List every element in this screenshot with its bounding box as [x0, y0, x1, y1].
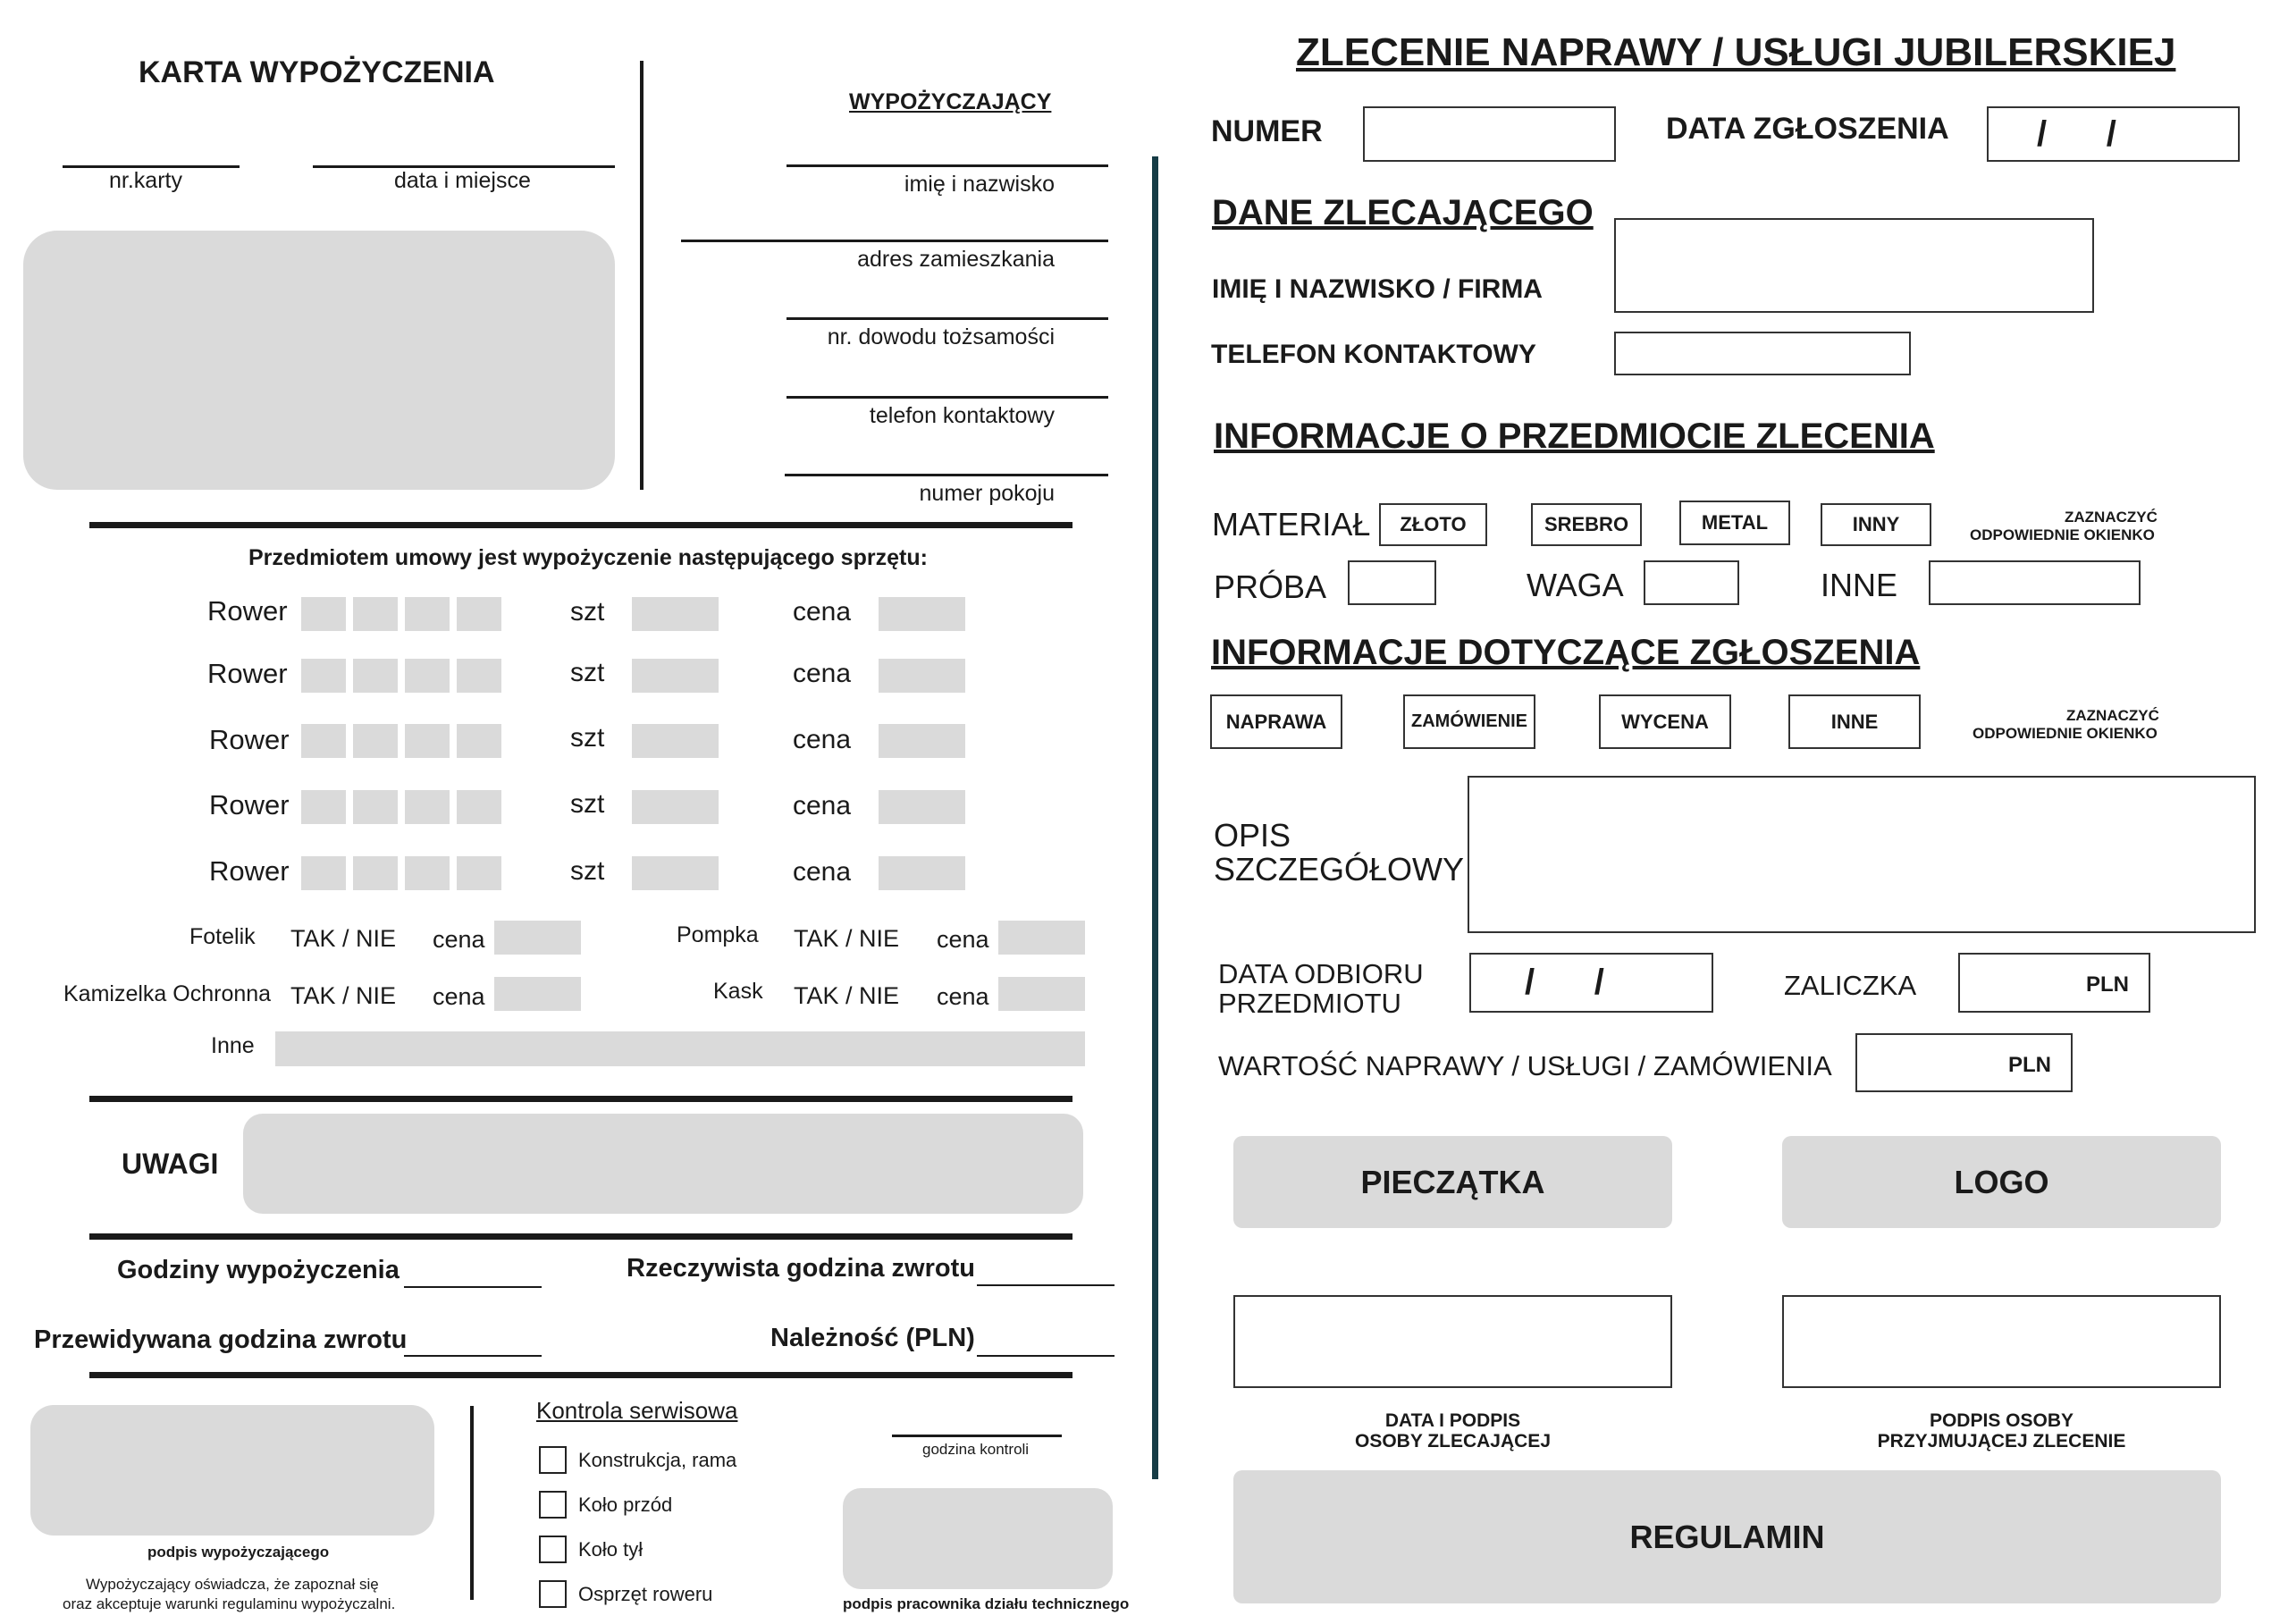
bike-digit-box[interactable] [301, 856, 346, 890]
extra-vest-price-label: cena [433, 983, 485, 1010]
form-divider [1152, 156, 1158, 1479]
service-check-accessories[interactable] [539, 1580, 567, 1608]
hallmark-field[interactable] [1348, 560, 1436, 605]
renter-room-label: numer pokoju [919, 481, 1055, 506]
service-check-rear-wheel[interactable] [539, 1536, 567, 1563]
service-item-front-wheel: Koło przód [578, 1494, 673, 1516]
renter-phone-label: telefon kontaktowy [869, 403, 1055, 428]
description-label-2: SZCZEGÓŁOWY [1214, 851, 1465, 888]
stamp-area: PIECZĄTKA [1233, 1136, 1672, 1228]
bike-label: Rower [209, 855, 290, 887]
rental-hours-line[interactable] [404, 1286, 542, 1288]
extra-seat-price-box[interactable] [494, 921, 581, 955]
item-header: INFORMACJE O PRZEDMIOCIE ZLECENIA [1214, 417, 1935, 456]
extra-vest-price-box[interactable] [494, 977, 581, 1011]
client-phone-label: TELEFON KONTAKTOWY [1211, 340, 1536, 369]
bike-label: Rower [209, 789, 290, 820]
renter-line-5 [785, 474, 1108, 476]
pickup-date-field[interactable] [1469, 953, 1713, 1013]
bike-digit-box[interactable] [301, 659, 346, 693]
section-rule-4 [89, 1372, 1072, 1378]
tech-signature-box[interactable] [843, 1488, 1113, 1589]
extra-seat-label: Fotelik [189, 924, 256, 949]
bike-digit-box[interactable] [353, 856, 398, 890]
qty-box[interactable] [632, 597, 719, 631]
extra-helmet-choice[interactable]: TAK / NIE [794, 982, 900, 1009]
service-item-accessories: Osprzęt roweru [578, 1583, 713, 1605]
extra-pump-price-box[interactable] [998, 921, 1085, 955]
renter-line-4 [786, 396, 1108, 399]
staff-signature-label-2: PRZYJMUJĄCEJ ZLECENIE [1877, 1431, 2126, 1452]
extra-helmet-price-label: cena [937, 983, 989, 1010]
tick-note-1: ZAZNACZYĆ [2065, 509, 2158, 526]
bike-digit-box[interactable] [353, 724, 398, 758]
bike-digit-box[interactable] [405, 597, 450, 631]
tech-signature-label: podpis pracownika działu technicznego [843, 1595, 1130, 1612]
rental-hours-label: Godziny wypożyczenia [117, 1256, 400, 1284]
request-order-option[interactable]: ZAMÓWIENIE [1403, 694, 1535, 749]
other-field[interactable] [275, 1031, 1085, 1066]
material-metal-option[interactable]: METAL [1679, 501, 1790, 545]
client-signature-field[interactable] [1233, 1295, 1672, 1388]
bike-digit-box[interactable] [457, 856, 501, 890]
renter-line-2 [681, 240, 1108, 242]
rules-button[interactable]: REGULAMIN [1233, 1470, 2221, 1603]
request-valuation-option[interactable]: WYCENA [1599, 694, 1731, 749]
report-date-slash: / / [2037, 114, 2116, 154]
renter-header: WYPOŻYCZAJĄCY [849, 89, 1052, 114]
szt-label: szt [570, 597, 605, 627]
extra-helmet-price-box[interactable] [998, 977, 1085, 1011]
other-item-label: INNE [1821, 567, 1898, 603]
extra-seat-choice[interactable]: TAK / NIE [290, 925, 397, 952]
vertical-divider-bottom [470, 1406, 474, 1600]
price-box[interactable] [879, 790, 965, 824]
price-box[interactable] [879, 659, 965, 693]
logo-area: LOGO [1782, 1136, 2221, 1228]
service-item-rear-wheel: Koło tył [578, 1538, 644, 1561]
bike-digit-box[interactable] [353, 790, 398, 824]
bike-digit-box[interactable] [353, 659, 398, 693]
rental-card-title: KARTA WYPOŻYCZENIA [139, 55, 495, 89]
renter-signature-label: podpis wypożyczającego [147, 1544, 330, 1561]
bike-digit-box[interactable] [457, 659, 501, 693]
staff-signature-label-1: PODPIS OSOBY [1929, 1410, 2074, 1431]
service-item-frame: Konstrukcja, rama [578, 1449, 737, 1471]
request-header: INFORMACJE DOTYCZĄCE ZGŁOSZENIA [1211, 633, 1921, 672]
pickup-label-1: DATA ODBIORU [1218, 958, 1424, 989]
bike-digit-box[interactable] [457, 597, 501, 631]
renter-id-label: nr. dowodu tożsamości [827, 324, 1055, 349]
bike-digit-box[interactable] [301, 724, 346, 758]
weight-label: WAGA [1527, 567, 1624, 603]
cena-label: cena [793, 725, 852, 754]
price-box[interactable] [879, 724, 965, 758]
advance-field[interactable] [1958, 953, 2150, 1013]
control-time-line[interactable] [892, 1435, 1062, 1437]
staff-signature-field[interactable] [1782, 1295, 2221, 1388]
renter-line-3 [786, 317, 1108, 320]
client-name-label: IMIĘ I NAZWISKO / FIRMA [1212, 274, 1543, 304]
service-check-frame[interactable] [539, 1446, 567, 1474]
extra-vest-choice[interactable]: TAK / NIE [290, 982, 397, 1009]
szt-label: szt [570, 789, 605, 819]
pickup-date-slash: / / [1525, 963, 1604, 1002]
repair-order-title: ZLECENIE NAPRAWY / USŁUGI JUBILERSKIEJ [1296, 30, 2176, 74]
bike-digit-box[interactable] [353, 597, 398, 631]
other-item-field[interactable] [1929, 560, 2141, 605]
renter-statement-2: oraz akceptuje warunki regulaminu wypożyczalni. [63, 1595, 396, 1612]
extra-seat-price-label: cena [433, 926, 485, 953]
qty-box[interactable] [632, 790, 719, 824]
bike-label: Rower [207, 658, 288, 689]
bike-digit-box[interactable] [301, 790, 346, 824]
client-signature-label-2: OSOBY ZLECAJĄCEJ [1355, 1431, 1551, 1452]
tick-note-request-2: ODPOWIEDNIE OKIENKO [1973, 725, 2158, 742]
tick-note-request-1: ZAZNACZYĆ [2066, 707, 2159, 724]
material-label: MATERIAŁ [1212, 506, 1371, 543]
request-other-option[interactable]: INNE [1788, 694, 1921, 749]
section-rule-1 [89, 522, 1072, 528]
material-silver-option[interactable]: SREBRO [1531, 503, 1642, 546]
bike-digit-box[interactable] [301, 597, 346, 631]
qty-box[interactable] [632, 659, 719, 693]
report-date-label: DATA ZGŁOSZENIA [1666, 112, 1949, 146]
amount-due-label: Należność (PLN) [770, 1324, 975, 1352]
section-rule-3 [89, 1233, 1072, 1240]
hallmark-label: PRÓBA [1214, 568, 1327, 605]
report-date-field[interactable] [1987, 106, 2240, 162]
extra-pump-label: Pompka [677, 922, 759, 947]
expected-return-line[interactable] [404, 1355, 542, 1357]
description-label-1: OPIS [1214, 817, 1291, 854]
expected-return-label: Przewidywana godzina zwrotu [34, 1325, 408, 1354]
advance-label: ZALICZKA [1784, 970, 1917, 1001]
szt-label: szt [570, 658, 605, 687]
bike-digit-box[interactable] [405, 659, 450, 693]
client-phone-field[interactable] [1614, 332, 1911, 375]
renter-statement-1: Wypożyczający oświadcza, że zapoznał się [86, 1576, 379, 1593]
material-other-option[interactable]: INNY [1821, 503, 1931, 546]
extra-pump-price-label: cena [937, 926, 989, 953]
number-field[interactable] [1363, 106, 1616, 162]
other-label: Inne [211, 1033, 255, 1058]
qty-box[interactable] [632, 724, 719, 758]
qty-box[interactable] [632, 856, 719, 890]
bike-digit-box[interactable] [405, 790, 450, 824]
material-gold-option[interactable]: ZŁOTO [1379, 503, 1487, 546]
pickup-label-2: PRZEDMIOTU [1218, 988, 1401, 1019]
extra-pump-choice[interactable]: TAK / NIE [794, 925, 900, 952]
section-rule-2 [89, 1096, 1072, 1102]
szt-label: szt [570, 723, 605, 753]
amount-due-line[interactable] [977, 1355, 1115, 1357]
bike-label: Rower [207, 595, 288, 627]
value-label: WARTOŚĆ NAPRAWY / USŁUGI / ZAMÓWIENIA [1218, 1050, 1832, 1081]
date-place-label: data i miejsce [394, 168, 531, 193]
control-time-label: godzina kontroli [922, 1441, 1030, 1458]
client-header: DANE ZLECAJĄCEGO [1212, 193, 1594, 232]
bike-digit-box[interactable] [457, 724, 501, 758]
weight-field[interactable] [1644, 560, 1739, 605]
description-field[interactable] [1468, 776, 2256, 933]
renter-line-1 [786, 164, 1108, 167]
renter-signature-box[interactable] [30, 1405, 434, 1536]
bike-digit-box[interactable] [405, 856, 450, 890]
extra-vest-label: Kamizelka Ochronna [63, 981, 272, 1006]
extra-helmet-label: Kask [713, 979, 763, 1004]
value-currency: PLN [2008, 1053, 2051, 1077]
cena-label: cena [793, 659, 852, 688]
bike-digit-box[interactable] [457, 790, 501, 824]
price-box[interactable] [879, 856, 965, 890]
nr-karty-label: nr.karty [109, 168, 182, 193]
client-name-field[interactable] [1614, 218, 2094, 313]
bike-label: Rower [209, 724, 290, 755]
renter-name-label: imię i nazwisko [904, 172, 1055, 197]
actual-return-line[interactable] [977, 1284, 1115, 1286]
cena-label: cena [793, 597, 852, 627]
remarks-field[interactable] [243, 1114, 1083, 1214]
price-box[interactable] [879, 597, 965, 631]
equipment-subject: Przedmiotem umowy jest wypożyczenie następującego sprzętu: [248, 545, 928, 570]
actual-return-label: Rzeczywista godzina zwrotu [627, 1254, 975, 1283]
service-header: Kontrola serwisowa [536, 1397, 738, 1424]
tick-note-2: ODPOWIEDNIE OKIENKO [1970, 526, 2155, 543]
remarks-label: UWAGI [122, 1148, 219, 1180]
cena-label: cena [793, 791, 852, 820]
service-check-front-wheel[interactable] [539, 1491, 567, 1519]
value-field[interactable] [1855, 1033, 2073, 1092]
request-repair-option[interactable]: NAPRAWA [1210, 694, 1342, 749]
client-signature-label-1: DATA I PODPIS [1384, 1410, 1521, 1431]
advance-currency: PLN [2086, 972, 2129, 997]
number-label: NUMER [1211, 114, 1323, 148]
cena-label: cena [793, 857, 852, 887]
szt-label: szt [570, 856, 605, 886]
renter-address-label: adres zamieszkania [857, 247, 1055, 272]
bike-digit-box[interactable] [405, 724, 450, 758]
